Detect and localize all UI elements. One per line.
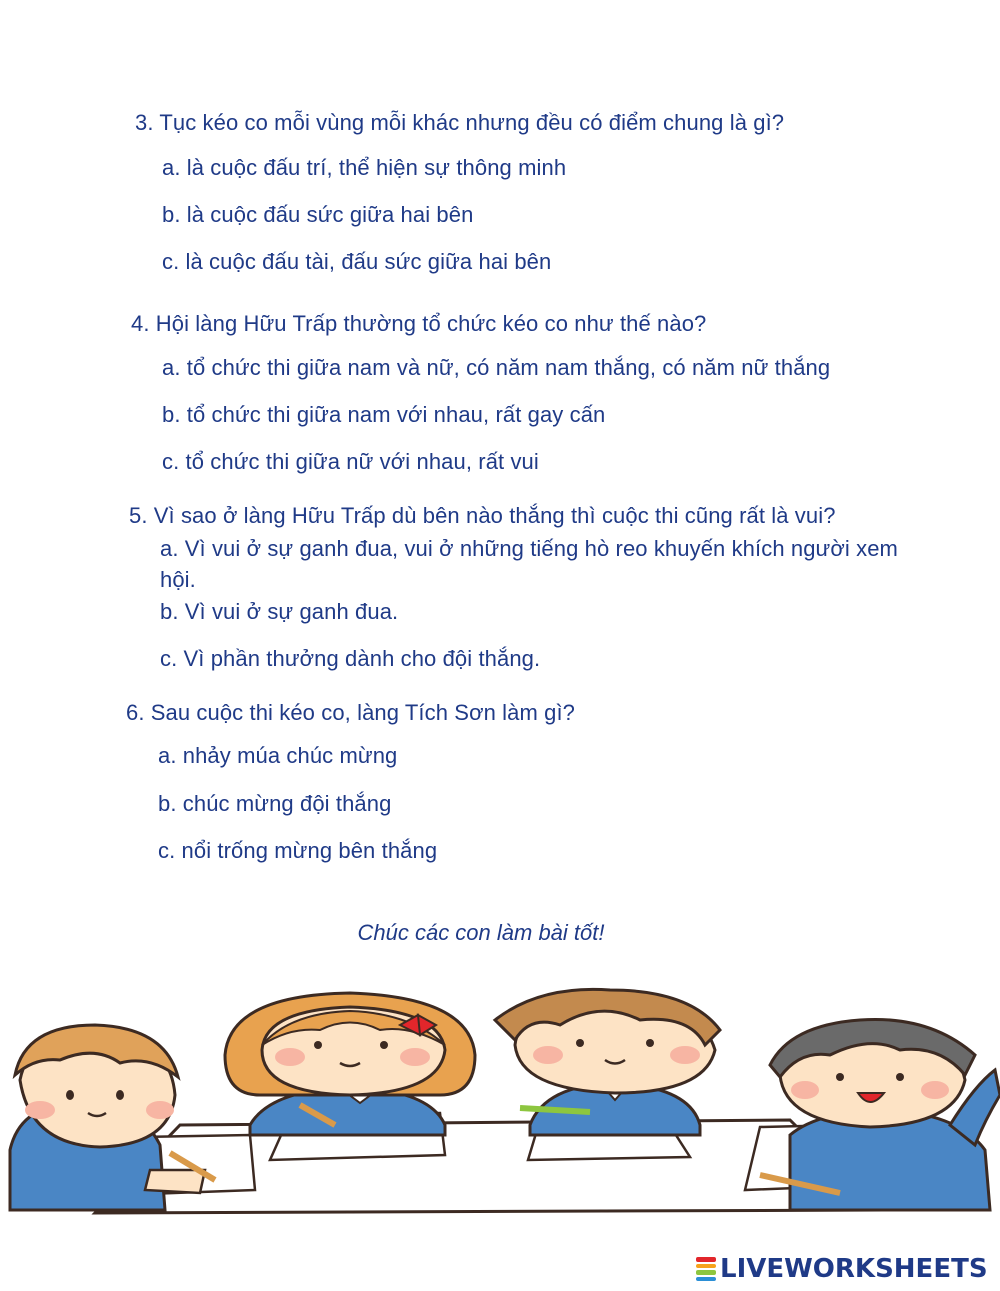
- question-4-option-b[interactable]: b. tổ chức thi giữa nam với nhau, rất gay cấn: [162, 402, 606, 427]
- question-6-option-c[interactable]: c. nổi trống mừng bên thắng: [158, 838, 438, 863]
- question-5-option-a[interactable]: a. Vì vui ở sự ganh đua, vui ở những tiếng hò reo khuyến khích người xem: [160, 536, 898, 561]
- question-6-prompt: 6. Sau cuộc thi kéo co, làng Tích Sơn làm gì?: [126, 700, 575, 725]
- question-6-option-a[interactable]: a. nhảy múa chúc mừng: [158, 743, 398, 768]
- child-left: [10, 1025, 215, 1210]
- question-5-option-c[interactable]: c. Vì phần thưởng dành cho đội thắng.: [160, 646, 541, 671]
- child-boy-middle: [495, 989, 720, 1135]
- liveworksheets-brand: [696, 1254, 988, 1284]
- brand-name: LIVEWORKSHEETS: [720, 1254, 988, 1284]
- child-right: [760, 1019, 1000, 1210]
- question-6-option-b[interactable]: b. chúc mừng đội thắng: [158, 791, 392, 816]
- child-girl: [225, 993, 475, 1135]
- children-studying-illustration: [0, 985, 1000, 1225]
- question-3-option-c[interactable]: c. là cuộc đấu tài, đấu sức giữa hai bên: [162, 249, 552, 274]
- question-4-prompt: 4. Hội làng Hữu Trấp thường tổ chức kéo co như thế nào?: [131, 311, 707, 336]
- question-5-option-a-continued[interactable]: hội.: [160, 567, 196, 592]
- question-3-option-b[interactable]: b. là cuộc đấu sức giữa hai bên: [162, 202, 474, 227]
- question-4-option-a[interactable]: a. tổ chức thi giữa nam và nữ, có năm nam thắng, có năm nữ thắng: [162, 355, 831, 380]
- question-3-option-a[interactable]: a. là cuộc đấu trí, thể hiện sự thông minh: [162, 155, 567, 180]
- question-5-prompt: 5. Vì sao ở làng Hữu Trấp dù bên nào thắng thì cuộc thi cũng rất là vui?: [129, 503, 836, 528]
- liveworksheets-logo-icon: [696, 1256, 716, 1282]
- closing-message: Chúc các con làm bài tốt!: [357, 920, 605, 945]
- question-5-option-b[interactable]: b. Vì vui ở sự ganh đua.: [160, 599, 399, 624]
- question-4-option-c[interactable]: c. tổ chức thi giữa nữ với nhau, rất vui: [162, 449, 539, 474]
- question-3-prompt: 3. Tục kéo co mỗi vùng mỗi khác nhưng đều có điểm chung là gì?: [135, 110, 785, 135]
